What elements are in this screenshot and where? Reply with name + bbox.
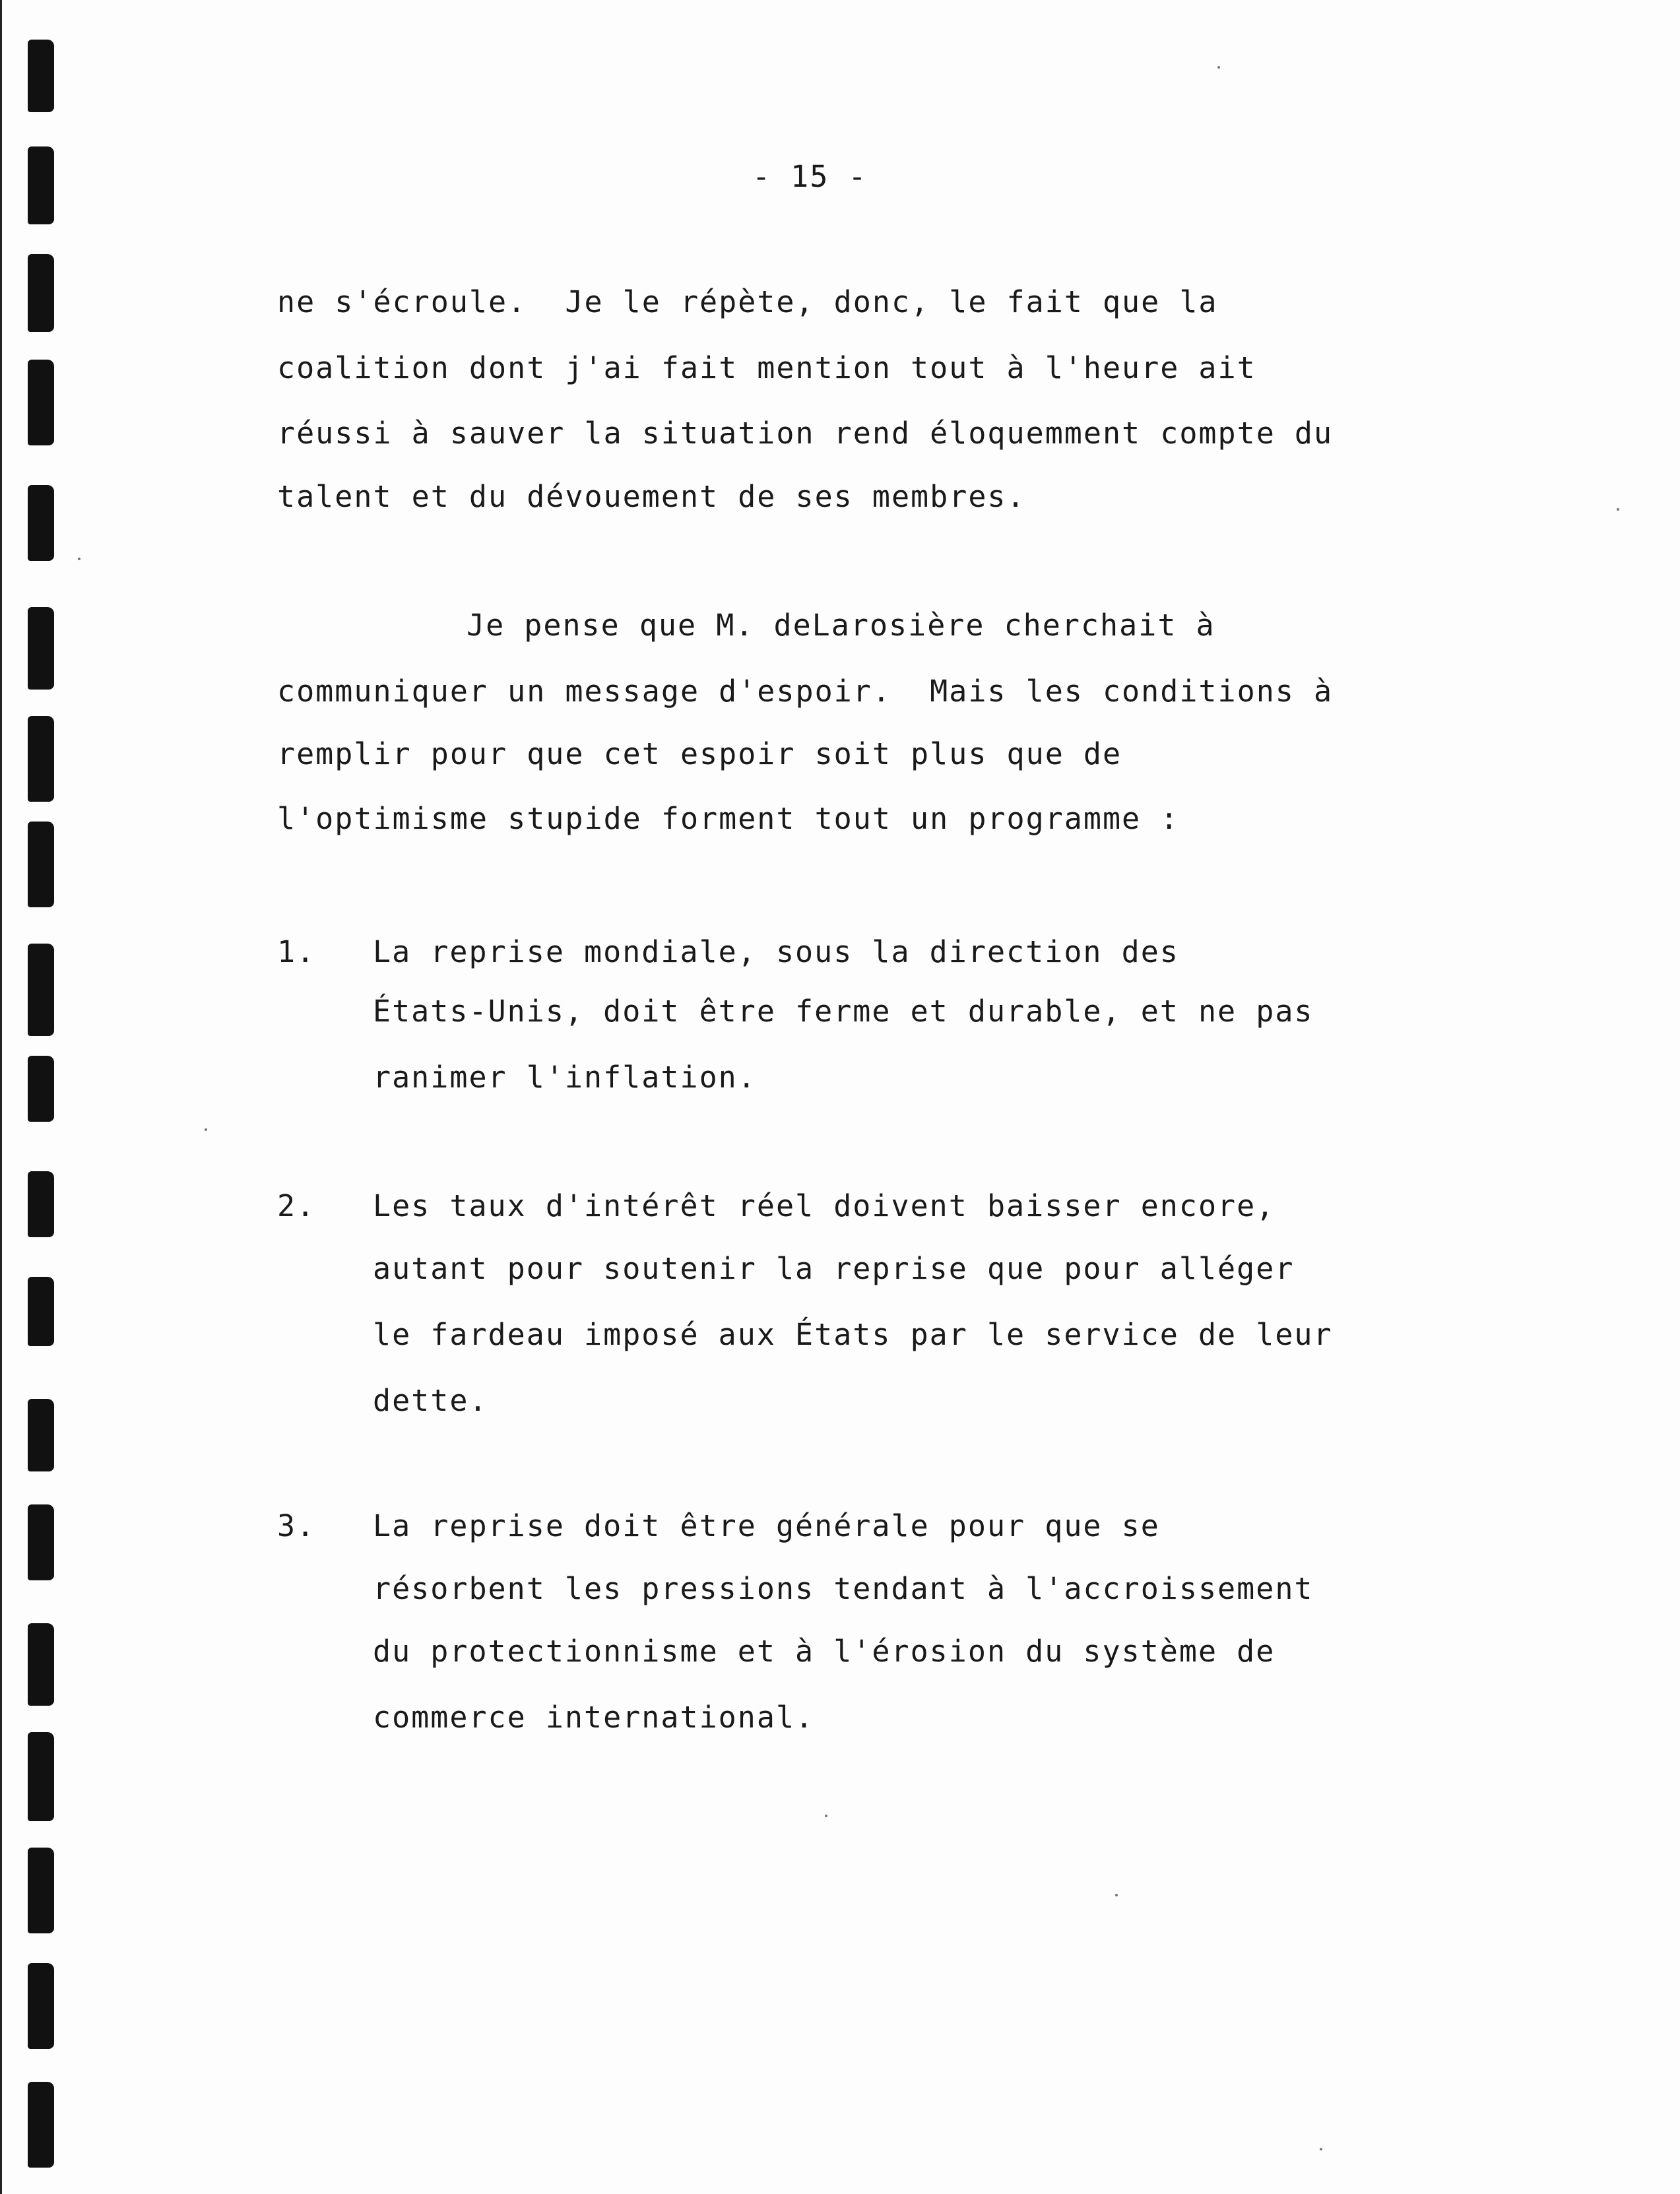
- scan-speck: [1115, 1894, 1118, 1896]
- text-line: talent et du dévouement de ses membres.: [277, 479, 1026, 514]
- text-line: résorbent les pressions tendant à l'accroissement: [373, 1571, 1314, 1606]
- punch-hole: [28, 1623, 54, 1706]
- punch-hole: [28, 944, 54, 1036]
- page-number: - 15 -: [752, 159, 868, 194]
- text-line: commerce international.: [373, 1700, 815, 1735]
- punch-hole: [28, 1171, 54, 1237]
- punch-hole: [28, 1504, 54, 1580]
- list-number: 3.: [277, 1508, 316, 1543]
- text-line: du protectionnisme et à l'érosion du système de: [373, 1634, 1276, 1669]
- scan-speck: [1320, 2148, 1322, 2150]
- list-number: 1.: [277, 934, 316, 969]
- punch-hole: [28, 254, 54, 332]
- punch-hole: [28, 1963, 54, 2049]
- text-line: remplir pour que cet espoir soit plus que de: [277, 736, 1122, 771]
- scan-speck: [78, 558, 81, 560]
- punch-hole: [28, 360, 54, 445]
- scan-speck: [825, 1815, 827, 1817]
- scan-speck: [1617, 508, 1619, 511]
- punch-hole: [28, 1848, 54, 1933]
- text-line: le fardeau imposé aux États par le service de leur: [373, 1317, 1333, 1352]
- punch-hole: [28, 1277, 54, 1346]
- punch-hole: [28, 1399, 54, 1471]
- punch-hole: [28, 146, 54, 224]
- text-line: ne s'écroule. Je le répète, donc, le fait que la: [277, 284, 1218, 319]
- punch-hole: [28, 2082, 54, 2168]
- punch-hole: [28, 485, 54, 561]
- punch-hole: [28, 40, 54, 112]
- text-line: La reprise doit être générale pour que se: [373, 1508, 1160, 1543]
- scan-speck: [1217, 66, 1220, 69]
- punch-hole: [28, 716, 54, 802]
- text-line: La reprise mondiale, sous la direction des: [373, 934, 1179, 969]
- text-line: ranimer l'inflation.: [373, 1060, 757, 1095]
- text-line: dette.: [373, 1383, 488, 1418]
- text-line: communiquer un message d'espoir. Mais les conditions à: [277, 674, 1334, 709]
- punch-hole: [28, 1732, 54, 1821]
- text-line: Je pense que M. deLarosière cherchait à: [467, 608, 1215, 643]
- punch-hole: [28, 607, 54, 690]
- text-line: l'optimisme stupide forment tout un programme :: [277, 801, 1180, 836]
- text-line: autant pour soutenir la reprise que pour alléger: [373, 1251, 1295, 1286]
- text-line: réussi à sauver la situation rend éloquemment compte du: [277, 416, 1334, 451]
- punch-hole: [28, 822, 54, 907]
- text-line: Les taux d'intérêt réel doivent baisser encore,: [373, 1188, 1276, 1223]
- text-line: États-Unis, doit être ferme et durable, et ne pas: [373, 994, 1314, 1029]
- punch-hole: [28, 1056, 54, 1122]
- scan-speck: [205, 1128, 207, 1131]
- page-left-edge: [0, 0, 2, 2194]
- text-line: coalition dont j'ai fait mention tout à l'heure ait: [277, 350, 1256, 385]
- list-number: 2.: [277, 1188, 316, 1223]
